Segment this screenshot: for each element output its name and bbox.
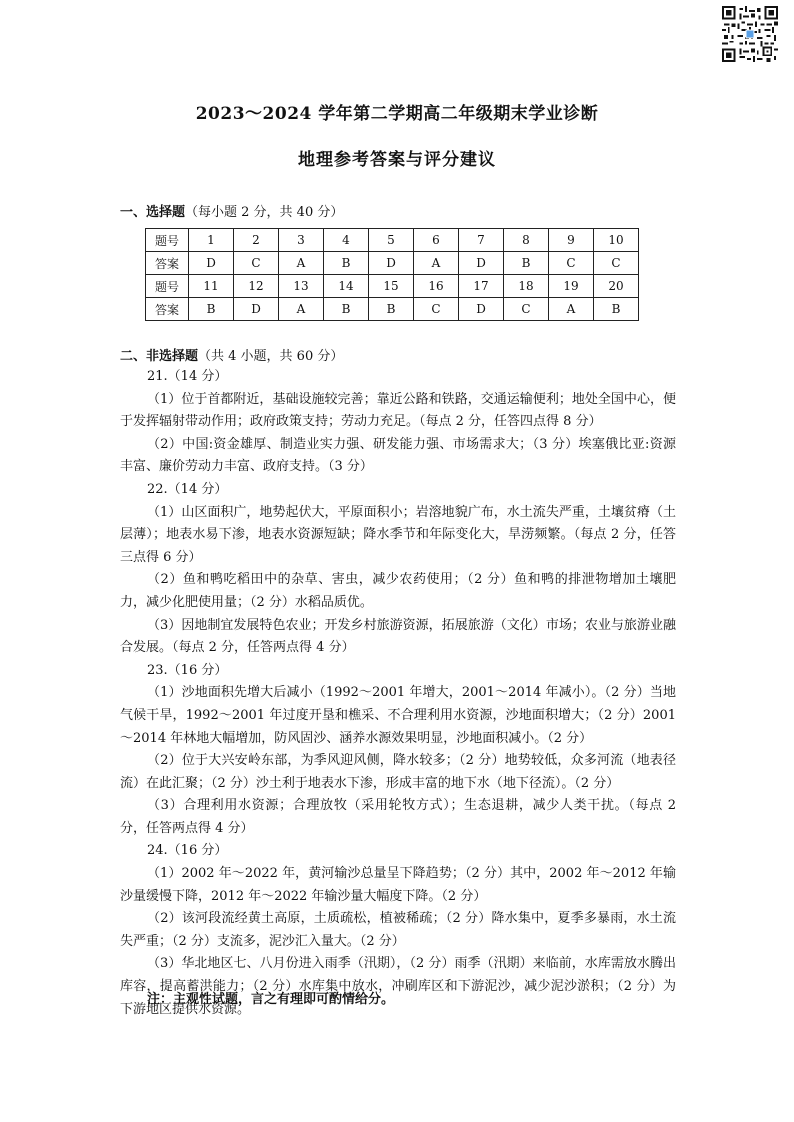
document-title: 2023～2024 学年第二学期高二年级期末学业诊断 (195, 104, 599, 124)
table-cell: B (504, 252, 549, 275)
table-cell: B (594, 298, 639, 321)
table-cell: D (234, 298, 279, 321)
table-cell: C (234, 252, 279, 275)
table-cell: B (324, 298, 369, 321)
table-cell: A (414, 252, 459, 275)
answer-part: （1）2002 年～2022 年，黄河输沙总量呈下降趋势；（2 分）其中，2002 年～2012 年输沙量缓慢下降，2012 年～2022 年输沙量大幅度下降。（2 分） (120, 866, 676, 904)
table-cell: 3 (279, 229, 324, 252)
answer-part: （1）位于首都附近，基础设施较完善；靠近公路和铁路，交通运输便利；地处全国中心，便于发挥辐射带动作用；政府政策支持；劳动力充足。（每点 2 分，任答四点得 8 分） (120, 391, 676, 430)
table-cell: C (414, 298, 459, 321)
table-cell: 19 (549, 275, 594, 298)
section-2-title: 二、非选择题 (120, 349, 199, 364)
table-cell: B (324, 252, 369, 275)
question-number: 22.（14 分） (147, 481, 228, 497)
answer-part: （3）合理利用水资源；合理放牧（采用轮牧方式）；生态退耕，减少人类干扰。（每点 2 分，任答两点得 4 分） (120, 798, 676, 836)
footer-note: 注：主观性试题，言之有理即可酌情给分。 (147, 992, 395, 1007)
table-cell: 15 (369, 275, 414, 298)
table-cell: D (189, 252, 234, 275)
table-row-header: 答案 (146, 252, 189, 275)
question-number: 21.（14 分） (147, 369, 228, 384)
section-1-heading (120, 201, 343, 220)
table-cell: B (189, 298, 234, 321)
answer-part: （2）位于大兴安岭东部，为季风迎风侧，降水较多；（2 分）地势较低，众多河流（地表径流）在此汇聚；（2 分）沙土利于地表水下渗，形成丰富的地下水（地下径流）。（2 分） (120, 753, 676, 791)
answer-part: （1）沙地面积先增大后减小（1992～2001 年增大，2001～2014 年减小）。（2 分）当地气候干旱，1992～2001 年过度开垦和樵采、不合理利用水资源，沙地面积增大；（2 分）2001～2014 年林地大幅增加，防风固沙、涵养水源效果明显，沙地面积减小。（2 分） (120, 685, 676, 746)
table-row (146, 252, 639, 275)
table-cell: 6 (414, 229, 459, 252)
table-row-header: 题号 (146, 229, 189, 252)
section-1-title: 一、选择题 (120, 205, 186, 220)
table-cell: 20 (594, 275, 639, 298)
question-number: 24.（16 分） (147, 843, 228, 859)
answer-part: （3）华北地区七、八月份进入雨季（汛期），（2 分）雨季（汛期）来临前，水库需放水腾出库容，提高蓄洪能力；（2 分）水库集中放水，冲刷库区和下游泥沙，减少泥沙淤积；（2 分）为下游地区提供水资源。 (120, 956, 676, 1017)
answer-part: （2）中国:资金雄厚、制造业实力强、研发能力强、市场需求大；（3 分）埃塞俄比亚:资源丰富、廉价劳动力丰富、政府支持。（3 分） (120, 436, 676, 475)
answer-part: （1）山区面积广，地势起伏大，平原面积小；岩溶地貌广布，水土流失严重，土壤贫瘠（土层薄）；地表水易下渗，地表水资源短缺；降水季节和年际变化大，旱涝频繁。（每点 2 分，任答三点得 6 分） (120, 504, 676, 565)
table-row (146, 298, 639, 321)
table-cell: B (369, 298, 414, 321)
table-cell: 11 (189, 275, 234, 298)
qr-code-icon (722, 6, 778, 62)
answer-part: （2）鱼和鸭吃稻田中的杂草、害虫，减少农药使用；（2 分）鱼和鸭的排泄物增加土壤肥力，减少化肥使用量；（2 分）水稻品质优。 (120, 572, 676, 610)
table-cell: 9 (549, 229, 594, 252)
table-cell: 13 (279, 275, 324, 298)
table-cell: 8 (504, 229, 549, 252)
table-cell: A (549, 298, 594, 321)
table-cell: D (459, 298, 504, 321)
table-cell: A (279, 252, 324, 275)
table-row-header: 答案 (146, 298, 189, 321)
table-row (146, 229, 639, 252)
answer-part: （3）因地制宜发展特色农业；开发乡村旅游资源，拓展旅游（文化）市场；农业与旅游业融合发展。（每点 2 分，任答两点得 4 分） (120, 617, 676, 656)
table-cell: C (504, 298, 549, 321)
question-number: 23.（16 分） (147, 662, 228, 678)
table-cell: D (459, 252, 504, 275)
table-cell: 16 (414, 275, 459, 298)
table-cell: 7 (459, 229, 504, 252)
table-cell: A (279, 298, 324, 321)
table-cell: 12 (234, 275, 279, 298)
table-cell: D (369, 252, 414, 275)
document-subtitle: 地理参考答案与评分建议 (298, 150, 496, 170)
table-cell: 17 (459, 275, 504, 298)
table-row-header: 题号 (146, 275, 189, 298)
table-cell: C (594, 252, 639, 275)
answer-body (120, 366, 676, 1021)
table-cell: 2 (234, 229, 279, 252)
table-cell: 18 (504, 275, 549, 298)
table-cell: 4 (324, 229, 369, 252)
section-2-note: （共 4 小题，共 60 分） (198, 349, 344, 364)
table-cell: 14 (324, 275, 369, 298)
table-row (146, 275, 639, 298)
answer-part: （2）该河段流经黄土高原，土质疏松，植被稀疏；（2 分）降水集中，夏季多暴雨，水土流失严重；（2 分）支流多，泥沙汇入量大。（2 分） (120, 911, 676, 949)
section-2-heading (120, 345, 343, 364)
table-cell: 10 (594, 229, 639, 252)
table-cell: C (549, 252, 594, 275)
section-1-note: （每小题 2 分，共 40 分） (185, 205, 344, 220)
table-cell: 5 (369, 229, 414, 252)
table-cell: 1 (189, 229, 234, 252)
answer-table (145, 228, 639, 321)
